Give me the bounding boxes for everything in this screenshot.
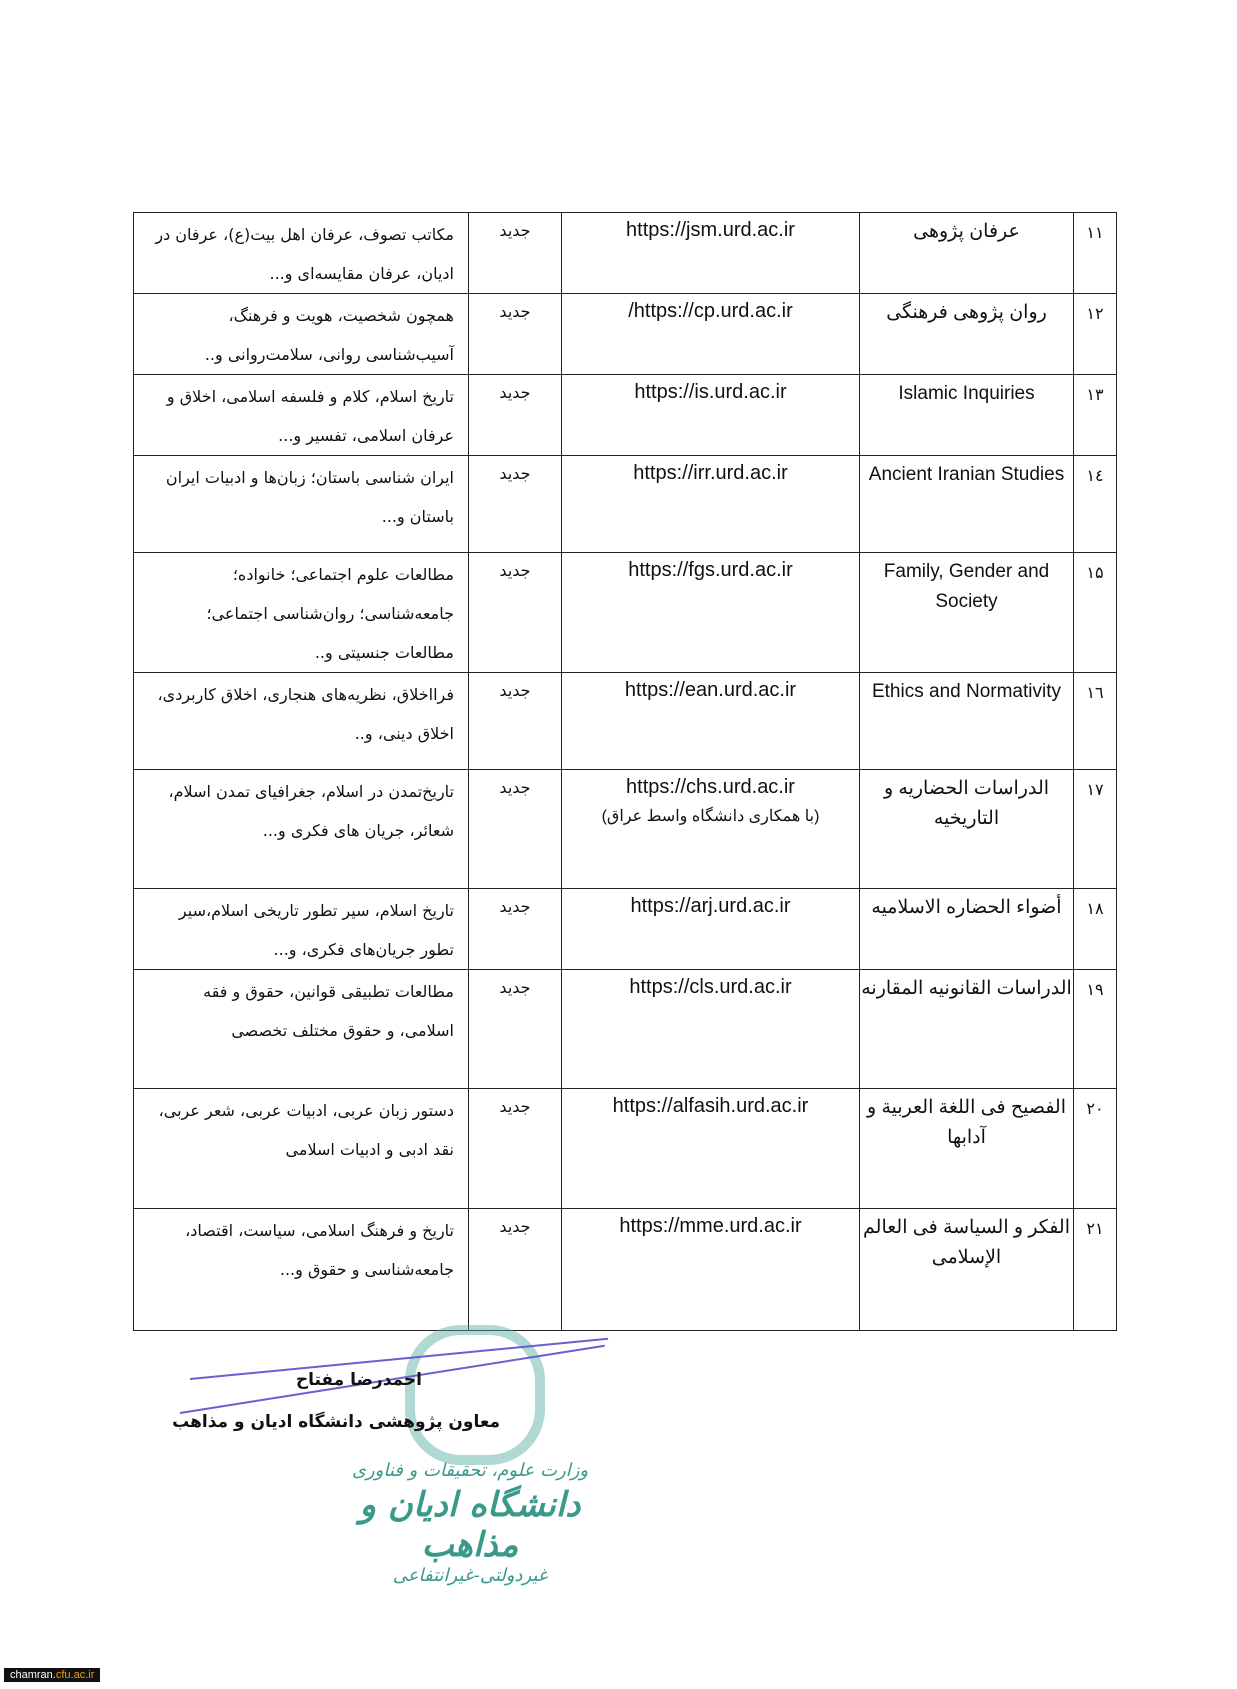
signatory-name: احمدرضا مفتاح — [295, 1370, 422, 1390]
description-cell: تاریخ اسلام، کلام و فلسفه اسلامی، اخلاق و عرفان اسلامی، تفسیر و... — [134, 375, 469, 456]
table-row — [134, 1089, 1117, 1209]
title-cell: الفكر و السياسة فی العالم الإسلامی — [860, 1209, 1074, 1331]
status-cell: جدید — [469, 294, 562, 375]
title-cell: الفصيح فی اللغة العربية و آدابها — [860, 1089, 1074, 1209]
description-cell: مکاتب تصوف، عرفان اهل بیت(ع)، عرفان در ادیان، عرفان مقایسه‌ای و... — [134, 213, 469, 294]
status-cell: جدید — [469, 1089, 562, 1209]
title-cell: روان پژوهی فرهنگی — [860, 294, 1074, 375]
description-cell: مطالعات علوم اجتماعی؛ خانواده؛ جامعه‌شناسی؛ روان‌شناسی اجتماعی؛ مطالعات جنسیتی و.. — [134, 553, 469, 673]
table-row — [134, 553, 1117, 673]
url-cell[interactable]: https://is.urd.ac.ir — [562, 375, 860, 456]
url-cell[interactable]: https://ean.urd.ac.ir — [562, 673, 860, 770]
url-cell[interactable]: https://jsm.urd.ac.ir — [562, 213, 860, 294]
stamp-line-university: دانشگاه ادیان و مذاهب — [359, 1485, 581, 1565]
stamp-line-type: غیردولتی-غیرانتفاعی — [392, 1565, 548, 1586]
signatory-position: معاون پژوهشی دانشگاه ادیان و مذاهب — [172, 1412, 500, 1432]
university-stamp — [340, 1460, 600, 1586]
table-row — [134, 673, 1117, 770]
table-row — [134, 970, 1117, 1089]
url-cell[interactable]: https://fgs.urd.ac.ir — [562, 553, 860, 673]
title-cell: الدراسات الحضاريه و التاريخيه — [860, 770, 1074, 889]
stamp-line-ministry: وزارت علوم، تحقیقات و فناوری — [351, 1460, 589, 1481]
title-cell: Ethics and Normativity — [860, 673, 1074, 770]
status-cell: جدید — [469, 673, 562, 770]
title-cell: الدراسات القانونيه المقارنه — [860, 970, 1074, 1089]
title-cell: أضواء الحضاره الاسلاميه — [860, 889, 1074, 970]
table-row — [134, 375, 1117, 456]
description-cell: دستور زبان عربی، ادبیات عربی، شعر عربی، نقد ادبی و ادبیات اسلامی — [134, 1089, 469, 1209]
url-cell[interactable]: https://mme.urd.ac.ir — [562, 1209, 860, 1331]
status-cell: جدید — [469, 770, 562, 889]
site-watermark: chamran.cfu.ac.ir — [4, 1668, 100, 1682]
description-cell: مطالعات تطبیقی قوانین، حقوق و فقه اسلامی، و حقوق مختلف تخصصی — [134, 970, 469, 1089]
table-row — [134, 889, 1117, 970]
number-cell: ۱٦ — [1074, 673, 1117, 770]
number-cell: ۱۷ — [1074, 770, 1117, 889]
description-cell: همچون شخصیت، هویت و فرهنگ، آسیب‌شناسی روانی، سلامت‌روانی و.. — [134, 294, 469, 375]
table-row — [134, 1209, 1117, 1331]
table-row — [134, 770, 1117, 889]
status-cell: جدید — [469, 213, 562, 294]
number-cell: ۲۱ — [1074, 1209, 1117, 1331]
journals-table — [133, 212, 1117, 1331]
url-cell[interactable]: https://arj.urd.ac.ir — [562, 889, 860, 970]
number-cell: ۱۸ — [1074, 889, 1117, 970]
status-cell: جدید — [469, 456, 562, 553]
url-cell[interactable]: https://cls.urd.ac.ir — [562, 970, 860, 1089]
number-cell: ۱۳ — [1074, 375, 1117, 456]
title-cell: Family, Gender and Society — [860, 553, 1074, 673]
status-cell: جدید — [469, 970, 562, 1089]
title-cell: Islamic Inquiries — [860, 375, 1074, 456]
number-cell: ۲۰ — [1074, 1089, 1117, 1209]
description-cell: ایران شناسی باستان؛ زبان‌ها و ادبیات ایران باستان و... — [134, 456, 469, 553]
table-row — [134, 213, 1117, 294]
url-cell[interactable]: https://chs.urd.ac.ir (با همکاری دانشگاه واسط عراق) — [562, 770, 860, 889]
url-cell[interactable]: https://alfasih.urd.ac.ir — [562, 1089, 860, 1209]
description-cell: فرااخلاق، نظریه‌های هنجاری، اخلاق کاربردی، اخلاق دینی، و.. — [134, 673, 469, 770]
description-cell: تاریخ و فرهنگ اسلامی، سیاست، اقتصاد، جامعه‌شناسی و حقوق و... — [134, 1209, 469, 1331]
url-cell[interactable]: https://irr.urd.ac.ir — [562, 456, 860, 553]
number-cell: ۱۵ — [1074, 553, 1117, 673]
title-cell: عرفان پژوهی — [860, 213, 1074, 294]
status-cell: جدید — [469, 889, 562, 970]
description-cell: تاریخ‌تمدن در اسلام، جغرافیای تمدن اسلام، شعائر، جریان های فکری و... — [134, 770, 469, 889]
status-cell: جدید — [469, 375, 562, 456]
table-row — [134, 294, 1117, 375]
number-cell: ۱٤ — [1074, 456, 1117, 553]
status-cell: جدید — [469, 1209, 562, 1331]
description-cell: تاریخ اسلام، سیر تطور تاریخی اسلام،سیر تطور جریان‌های فکری، و... — [134, 889, 469, 970]
table-row — [134, 456, 1117, 553]
number-cell: ۱۲ — [1074, 294, 1117, 375]
url-cell[interactable]: /https://cp.urd.ac.ir — [562, 294, 860, 375]
status-cell: جدید — [469, 553, 562, 673]
title-cell: Ancient Iranian Studies — [860, 456, 1074, 553]
number-cell: ۱۱ — [1074, 213, 1117, 294]
number-cell: ۱۹ — [1074, 970, 1117, 1089]
url-note: (با همکاری دانشگاه واسط عراق) — [601, 808, 820, 825]
